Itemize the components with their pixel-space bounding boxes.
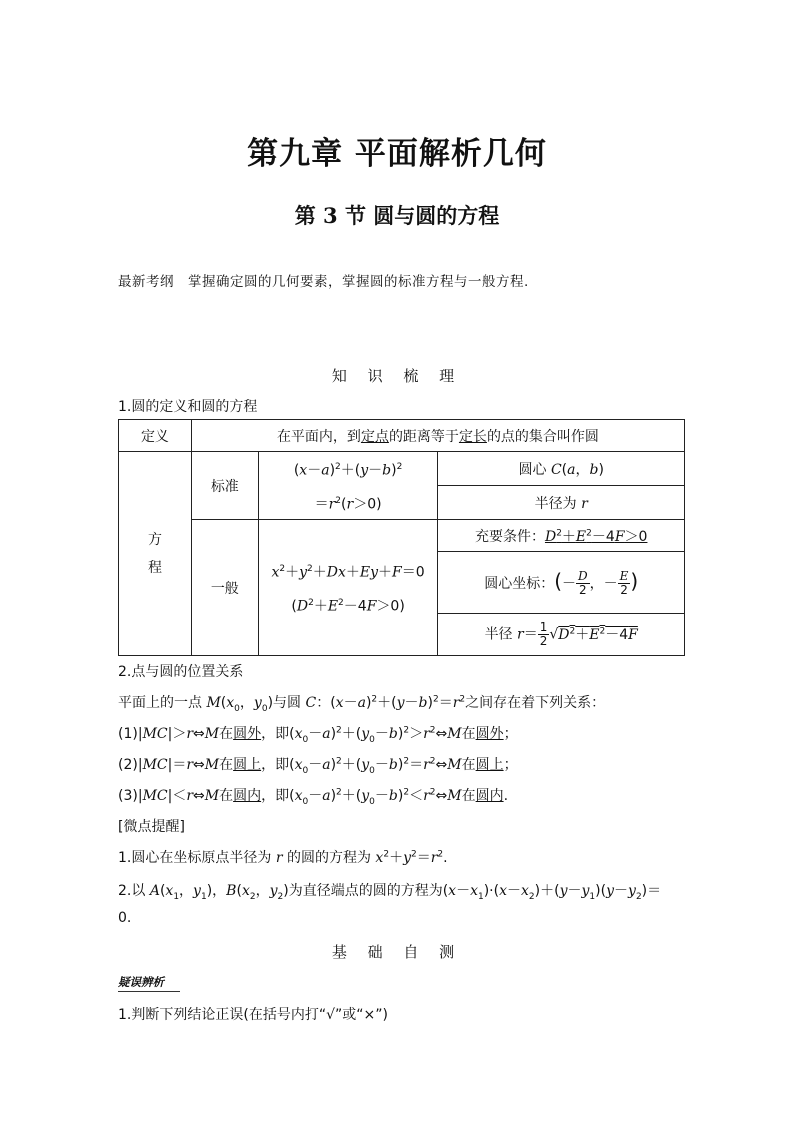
syllabus-text: 掌握确定圆的几何要素，掌握圆的标准方程与一般方程. (188, 274, 529, 290)
general-condition: 充要条件：$D^2+E^2-4F>0$ (438, 520, 685, 552)
circle-equation-table (118, 419, 685, 656)
standard-equation: $(x-a)^2+(y-b)^2$ $=r^2(r>0)$ (258, 452, 438, 520)
general-label: 一般 (191, 520, 258, 656)
standard-label: 标准 (191, 452, 258, 520)
definition-text: 在平面内，到定点的距离等于定长的点的集合叫作圆 (191, 420, 684, 452)
syllabus-label: 最新考纲 (118, 274, 174, 290)
tip-1: 1.圆心在坐标原点半径为 r 的圆的方程为 $x^2+y^2=r^2$. (118, 849, 448, 866)
question-1: 1.判断下列结论正误(在括号内打“√”或“×”) (118, 1007, 388, 1023)
hint-underline (118, 991, 180, 992)
section2-heading: 2.点与圆的位置关系 (118, 664, 244, 680)
relation-on: (2)|MC|＝r⇔M在圆上，即$(x_0-a)^2+(y_0-b)^2=r^2\Leftrightarrow M$在圆上； (118, 756, 518, 776)
general-radius: 半径 r＝ $\frac{1}{2}$ $√D^2+E^2-4F$ (438, 614, 685, 656)
self-test-heading: 基 础 自 测 (331, 943, 463, 961)
general-center: 圆心坐标：(－ $\frac{D}{2}$ ，－ $\frac{E}{2}$ ) (438, 552, 685, 614)
definition-label: 定义 (119, 420, 192, 452)
knowledge-heading: 知 识 梳 理 (331, 367, 463, 385)
chapter-title: 第九章 平面解析几何 (247, 136, 547, 172)
standard-center: 圆心 C(a，b) (438, 452, 685, 486)
hint-label: 疑误辨析 (118, 975, 164, 989)
tip-heading: [微点提醒] (118, 819, 185, 835)
standard-radius: 半径为 r (438, 486, 685, 520)
syllabus-line (118, 270, 529, 290)
tip-2-tail: 0. (118, 910, 132, 926)
section-title: 第 3 节 圆与圆的方程 (294, 203, 500, 228)
relation-inside: (3)|MC|＜r⇔M在圆内，即$(x_0-a)^2+(y_0-b)^2<r^2\Leftrightarrow M$在圆内. (118, 787, 509, 807)
relation-outside: (1)|MC|＞r⇔M在圆外，即$(x_0-a)^2+(y_0-b)^2>r^2\Leftrightarrow M$在圆外； (118, 725, 518, 745)
tip-2: 2.以 $A(x_1$，$y_1$)，$B(x_2$，$y_2$)为直径端点的圆的方程为$(x-x_1)\cdot(x-x_2)+(y-y_1)(y-y_2)=$ (118, 883, 662, 902)
section2-intro: 平面上的一点 $M(x_0$，$y_0$)与圆 C：$(x-a)^2+(y-b)^2=r^2$之间存在着下列关系： (118, 694, 606, 714)
section1-heading: 1.圆的定义和圆的方程 (118, 399, 258, 415)
general-equation: $x^2+y^2+Dx+Ey+F=0$ $(D^2+E^2-4F>0)$ (258, 520, 438, 656)
equation-label: 方 程 (119, 452, 192, 656)
